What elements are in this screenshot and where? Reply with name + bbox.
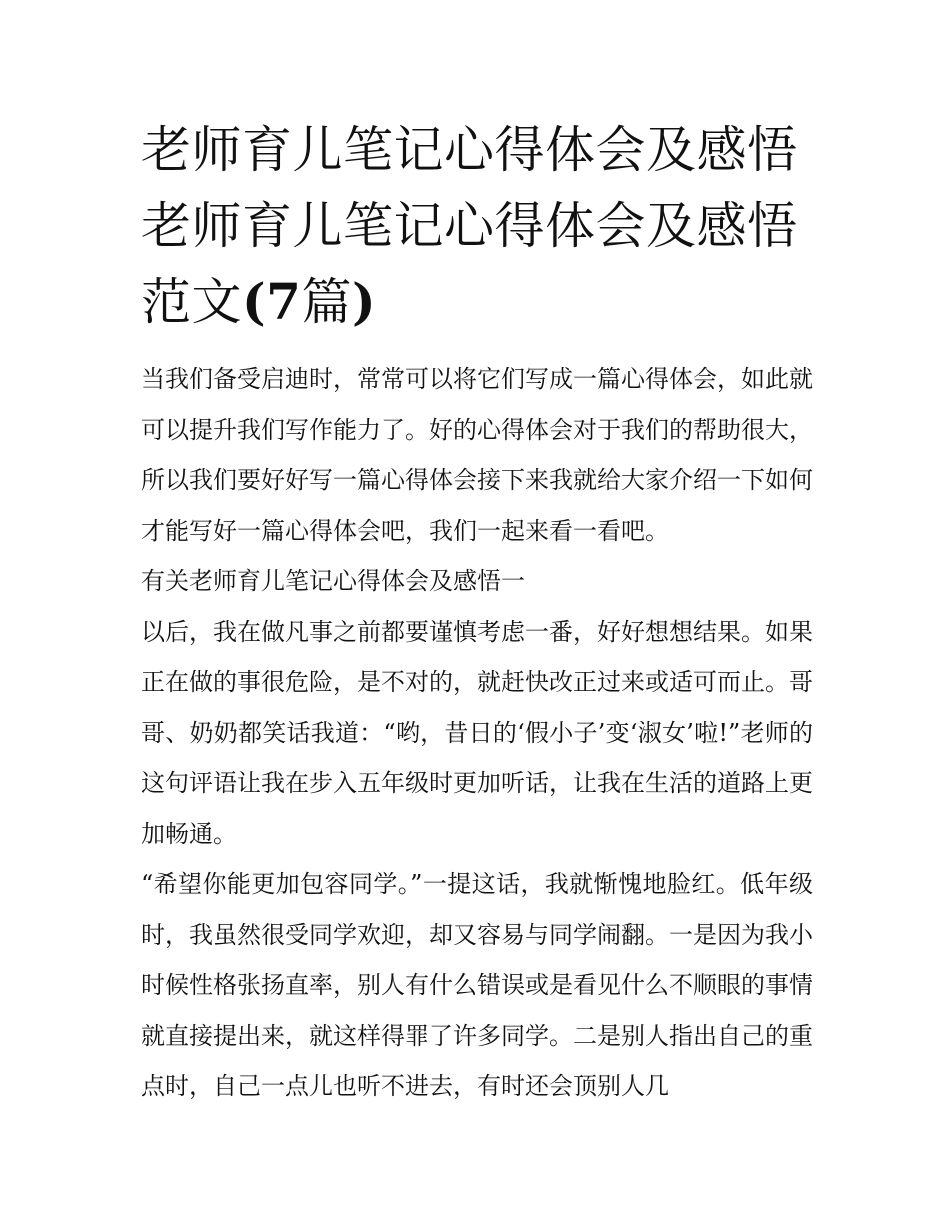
document-page [141,112,813,1112]
section-heading-1: 有关老师育儿笔记心得体会及感悟一 [141,567,525,595]
title-line-2: 老师育儿笔记心得体会及感悟 [141,197,798,255]
title-line-3-text: 范文 [141,273,242,331]
document-body [141,354,813,1112]
paragraph-intro: 当我们备受启迪时，常常可以将它们写成一篇心得体会，如此就可以提升我们写作能力了。好的心得体会对于我们的帮助很大，所以我们要好好写一篇心得体会接下来我就给大家介绍一下如何才能写好一篇心得体会吧，我们一起来看一看吧。 [141,365,813,545]
title-line-3-suffix: 篇 [301,273,352,331]
title-line-3-close: ) [351,272,377,331]
title-line-3-number: (7 [242,272,302,331]
title-line-1: 老师育儿笔记心得体会及感悟 [141,121,798,179]
title-line-3 [141,264,813,340]
document-title [141,112,813,340]
paragraph-1: 以后，我在做凡事之前都要谨慎考虑一番，好好想想结果。如果正在做的事很危险，是不对的，就赶快改正过来或适可而止。哥哥、奶奶都笑话我道：“哟，昔日的‘假小子’变‘淑女’啦!”老师的这句评语让我在步入五年级时更加听话，让我在生活的道路上更加畅通。 [141,617,813,848]
paragraph-2: “希望你能更加包容同学。”一提这话，我就惭愧地脸红。低年级时，我虽然很受同学欢迎，却又容易与同学闹翻。一是因为我小时候性格张扬直率，别人有什么错误或是看见什么不顺眼的事情就直接提出来，就这样得罪了许多同学。二是别人指出自己的重点时，自己一点儿也听不进去，有时还会顶别人几 [141,870,813,1100]
